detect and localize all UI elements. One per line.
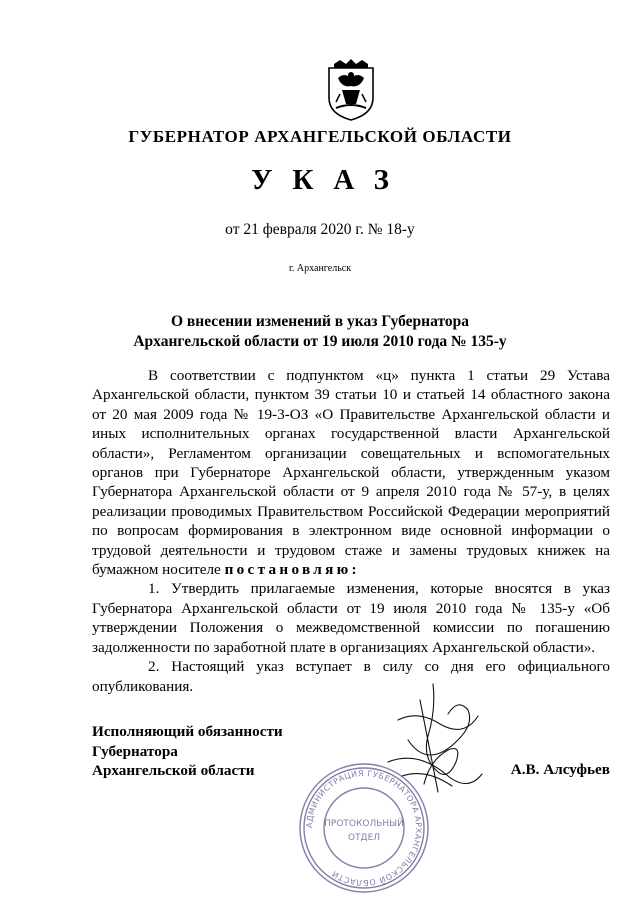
signatory-name: А.В. Алсуфьев [510, 761, 610, 778]
signatory-title-line-2: Губернатора [92, 742, 178, 760]
document-city: г. Архангельск [288, 263, 352, 274]
document-date-number: от 21 февраля 2020 г. № 18-у [225, 221, 415, 238]
signatory-title-line-1: Исполняющий обязанности [92, 723, 283, 740]
handwritten-signature-icon [378, 680, 488, 800]
signatory-title-line-3: Архангельской области [92, 762, 255, 779]
subject-line-2: Архангельской области от 19 июля 2010 года № 135-у [133, 333, 507, 350]
preamble-text: В соответствии с подпунктом «ц» пункта 1 статьи 29 Устава Архангельской области, пунктом 39 статьи 10 и статьей 14 областного закона от 20 мая 2009 года № 19-3-ОЗ «О Правительстве Архангельской области и иных исполнительных органах государственной власти Архангельской области», Регламентом организации совещательных и вспомогательных органов при Губернаторе Архангельской области, утвержденным указом Губернатора Архангельской области от 9 апреля 2010 года № 57-у, в целях реализации проводимых Правительством Российской Федерации мероприятий по вопросам формирования в электронном виде основной информации о трудовой деятельности и трудовом стаже и замены трудовых книжек на бумажном носителе [92, 367, 610, 579]
issuing-authority: ГУБЕРНАТОР АРХАНГЕЛЬСКОЙ ОБЛАСТИ [128, 127, 512, 146]
stamp-inner-line-2: ОТДЕЛ [347, 833, 381, 843]
subject-line-1: О внесении изменений в указ Губернатора [171, 313, 469, 330]
stamp-inner-line-1: ПРОТОКОЛЬНЫЙ [324, 819, 404, 829]
signatory-title [92, 722, 283, 781]
preamble-paragraph [92, 366, 610, 579]
decree-word: постановляю [224, 561, 352, 579]
document-type: УКАЗ [251, 164, 409, 196]
item-2-paragraph: 2. Настоящий указ вступает в силу со дня его официального опубликования. [92, 658, 610, 695]
coat-of-arms-icon [326, 58, 376, 122]
decree-colon: : [351, 561, 357, 579]
item-1-paragraph: 1. Утвердить прилагаемые изменения, которые вносятся в указ Губернатора Архангельской области от 19 июля 2010 года № 135-у «Об утверждении Положения о межведомственной комиссии по погашению задолженности по заработной плате в организациях Архангельской области». [92, 580, 610, 656]
document-subject [0, 312, 640, 352]
stamp-ring-text: АДМИНИСТРАЦИЯ ГУБЕРНАТОРА АРХАНГЕЛЬСКОЙ ОБЛАСТИ [304, 768, 424, 888]
document-body [92, 366, 610, 696]
